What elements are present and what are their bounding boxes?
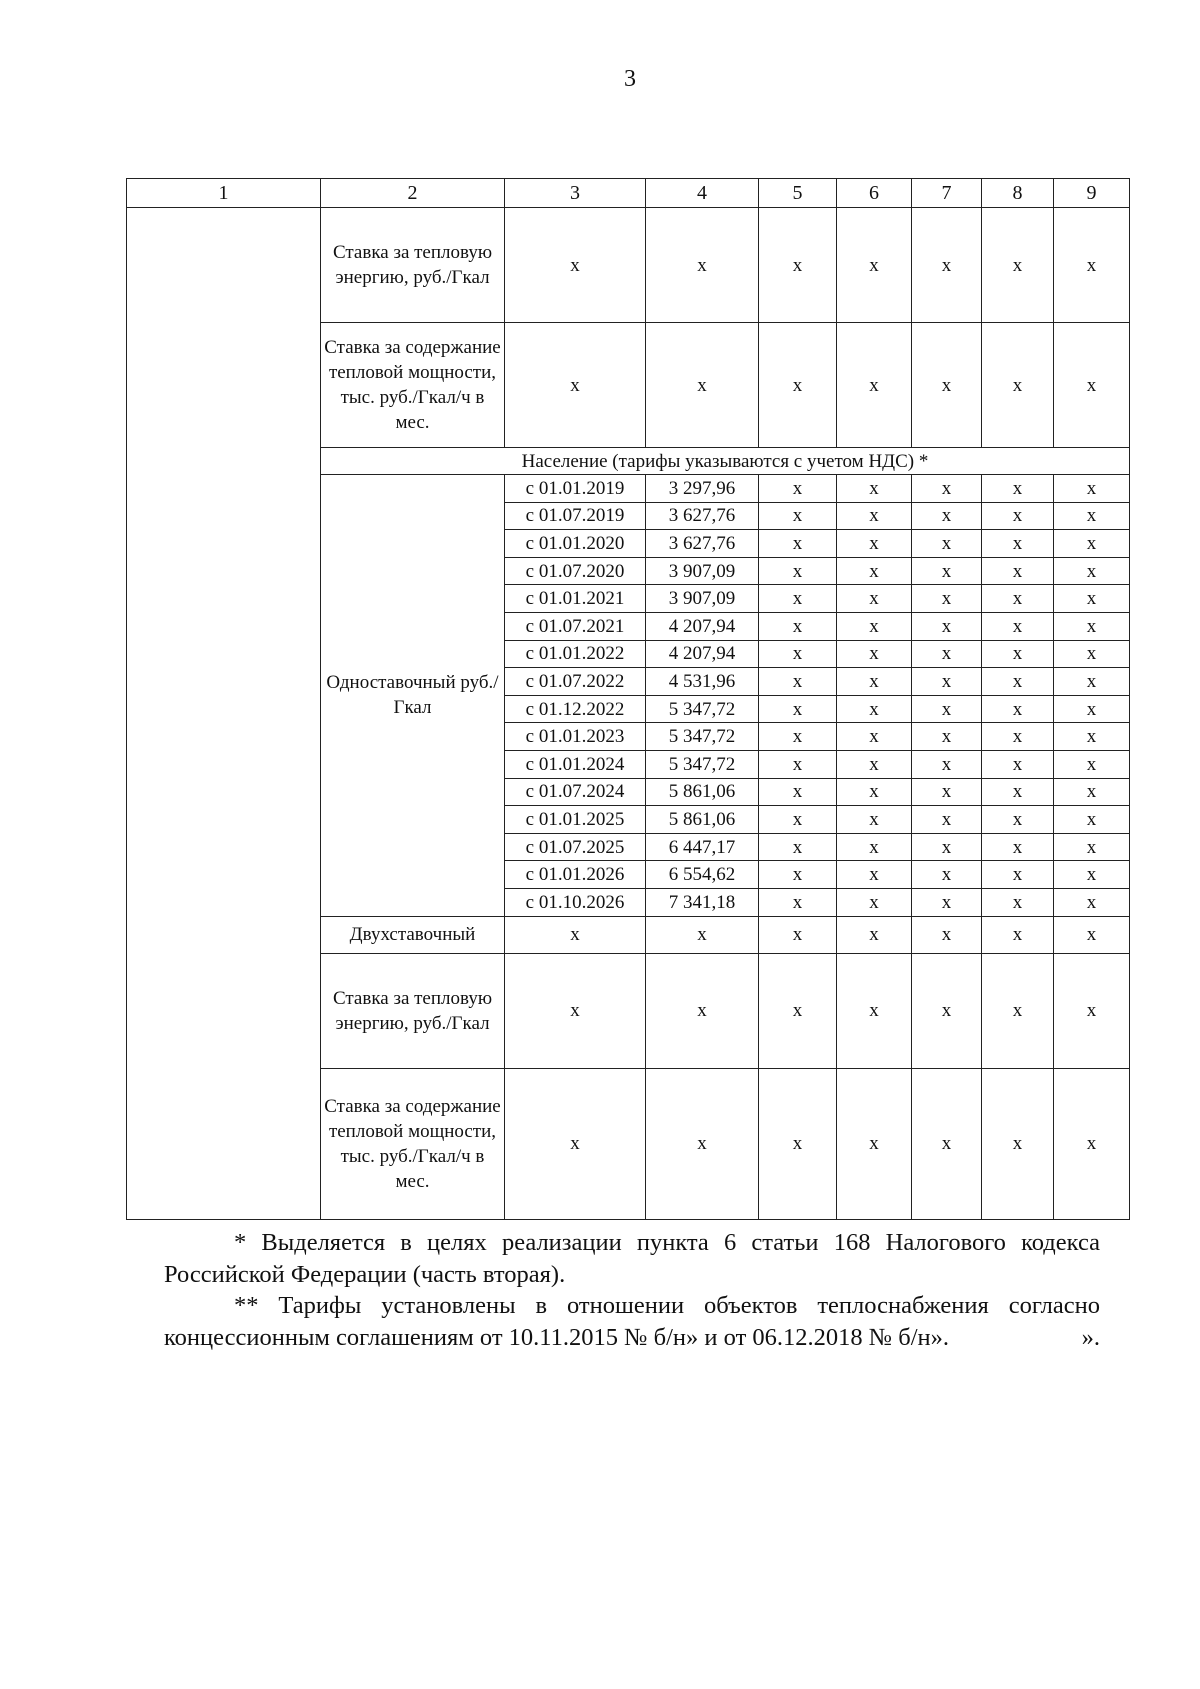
x-cell: x [1054, 806, 1130, 834]
header-cell-6: 6 [837, 179, 912, 208]
x-cell: x [982, 640, 1054, 668]
label-stavka-mosch-1: Ставка за содержание тепловой мощности, тыс. руб./Гкал/ч в мес. [321, 323, 505, 448]
x-cell: x [837, 475, 912, 503]
column-1-empty [127, 208, 321, 1220]
x-cell: x [912, 833, 982, 861]
x-cell: x [1054, 530, 1130, 558]
x-cell: x [837, 778, 912, 806]
x-cell: x [912, 612, 982, 640]
x-cell: x [505, 953, 646, 1068]
label-odnostavochny: Одноставочный руб./Гкал [321, 475, 505, 917]
x-cell: x [759, 1068, 837, 1219]
tariff-table-body [127, 179, 1130, 1220]
header-cell-3: 3 [505, 179, 646, 208]
x-cell: x [982, 723, 1054, 751]
x-cell: x [1054, 557, 1130, 585]
x-cell: x [912, 208, 982, 323]
x-cell: x [759, 557, 837, 585]
x-cell: x [759, 502, 837, 530]
x-cell: x [982, 953, 1054, 1068]
x-cell: x [1054, 833, 1130, 861]
x-cell: x [759, 861, 837, 889]
label-stavka-teplo-2: Ставка за тепловую энергию, руб./Гкал [321, 953, 505, 1068]
header-cell-9: 9 [1054, 179, 1130, 208]
x-cell: x [837, 502, 912, 530]
x-cell: x [1054, 208, 1130, 323]
x-cell: x [982, 778, 1054, 806]
footnote-2: ** Тарифы установлены в отношении объектов теплоснабжения согласно концессионным соглашениям от 10.11.2015 № б/н» и от 06.12.2018 № б/н». [164, 1292, 1100, 1351]
tariff-date: с 01.01.2021 [505, 585, 646, 613]
x-cell: x [759, 695, 837, 723]
tariff-date: с 01.07.2024 [505, 778, 646, 806]
x-cell: x [982, 861, 1054, 889]
tariff-value: 3 627,76 [646, 502, 759, 530]
x-cell: x [912, 778, 982, 806]
x-cell: x [1054, 668, 1130, 696]
x-cell: x [837, 208, 912, 323]
x-cell: x [982, 888, 1054, 916]
header-cell-5: 5 [759, 179, 837, 208]
x-cell: x [759, 953, 837, 1068]
tariff-value: 5 347,72 [646, 750, 759, 778]
x-cell: x [646, 323, 759, 448]
x-cell: x [912, 723, 982, 751]
x-cell: x [1054, 475, 1130, 503]
x-cell: x [1054, 585, 1130, 613]
tariff-date: с 01.07.2019 [505, 502, 646, 530]
x-cell: x [646, 953, 759, 1068]
x-cell: x [912, 530, 982, 558]
x-cell: x [759, 668, 837, 696]
header-cell-2: 2 [321, 179, 505, 208]
header-cell-4: 4 [646, 179, 759, 208]
tariff-date: с 01.01.2019 [505, 475, 646, 503]
x-cell: x [759, 806, 837, 834]
tariff-date: с 01.12.2022 [505, 695, 646, 723]
x-cell: x [1054, 502, 1130, 530]
x-cell: x [912, 750, 982, 778]
x-cell: x [982, 750, 1054, 778]
x-cell: x [912, 888, 982, 916]
x-cell: x [759, 640, 837, 668]
tariff-value: 6 554,62 [646, 861, 759, 889]
x-cell: x [505, 208, 646, 323]
tariff-date: с 01.10.2026 [505, 888, 646, 916]
footnote-1: * Выделяется в целях реализации пункта 6 статьи 168 Налогового кодекса Российской Федерации (часть вторая). [164, 1229, 1100, 1288]
x-cell: x [1054, 640, 1130, 668]
x-cell: x [837, 585, 912, 613]
label-stavka-mosch-2: Ставка за содержание тепловой мощности, тыс. руб./Гкал/ч в мес. [321, 1068, 505, 1219]
x-cell: x [837, 557, 912, 585]
x-cell: x [982, 833, 1054, 861]
x-cell: x [1054, 778, 1130, 806]
x-cell: x [1054, 723, 1130, 751]
x-cell: x [982, 502, 1054, 530]
x-cell: x [1054, 916, 1130, 953]
tariff-date: с 01.07.2022 [505, 668, 646, 696]
tariff-value: 4 207,94 [646, 612, 759, 640]
x-cell: x [912, 806, 982, 834]
tariff-value: 3 907,09 [646, 557, 759, 585]
x-cell: x [912, 861, 982, 889]
header-cell-7: 7 [912, 179, 982, 208]
tariff-value: 7 341,18 [646, 888, 759, 916]
x-cell: x [837, 861, 912, 889]
tariff-value: 4 207,94 [646, 640, 759, 668]
x-cell: x [837, 640, 912, 668]
tariff-date: с 01.01.2024 [505, 750, 646, 778]
x-cell: x [837, 750, 912, 778]
x-cell: x [759, 833, 837, 861]
tariff-date: с 01.01.2022 [505, 640, 646, 668]
x-cell: x [982, 668, 1054, 696]
x-cell: x [759, 750, 837, 778]
x-cell: x [982, 557, 1054, 585]
tariff-date: с 01.01.2020 [505, 530, 646, 558]
tariff-value: 3 297,96 [646, 475, 759, 503]
x-cell: x [912, 695, 982, 723]
x-cell: x [759, 723, 837, 751]
x-cell: x [505, 1068, 646, 1219]
x-cell: x [759, 612, 837, 640]
x-cell: x [759, 323, 837, 448]
x-cell: x [837, 530, 912, 558]
x-cell: x [837, 806, 912, 834]
header-cell-8: 8 [982, 179, 1054, 208]
x-cell: x [912, 668, 982, 696]
x-cell: x [912, 916, 982, 953]
header-row [127, 179, 1130, 208]
x-cell: x [982, 916, 1054, 953]
x-cell: x [505, 916, 646, 953]
x-cell: x [982, 612, 1054, 640]
x-cell: x [912, 640, 982, 668]
x-cell: x [837, 833, 912, 861]
label-stavka-teplo-1: Ставка за тепловую энергию, руб./Гкал [321, 208, 505, 323]
x-cell: x [1054, 612, 1130, 640]
row-stavka-teplo-1 [127, 208, 1130, 323]
x-cell: x [1054, 750, 1130, 778]
x-cell: x [646, 916, 759, 953]
tariff-value: 5 347,72 [646, 695, 759, 723]
x-cell: x [1054, 323, 1130, 448]
population-header: Население (тарифы указываются с учетом НДС) * [321, 448, 1130, 475]
x-cell: x [982, 475, 1054, 503]
x-cell: x [759, 530, 837, 558]
x-cell: x [646, 208, 759, 323]
tariff-date: с 01.01.2026 [505, 861, 646, 889]
x-cell: x [912, 475, 982, 503]
x-cell: x [912, 953, 982, 1068]
x-cell: x [1054, 888, 1130, 916]
x-cell: x [1054, 695, 1130, 723]
x-cell: x [837, 723, 912, 751]
tariff-value: 3 907,09 [646, 585, 759, 613]
x-cell: x [982, 585, 1054, 613]
footnote-2-wrap [164, 1290, 1100, 1353]
tariff-date: с 01.07.2025 [505, 833, 646, 861]
x-cell: x [912, 323, 982, 448]
tariff-value: 4 531,96 [646, 668, 759, 696]
tariff-date: с 01.07.2020 [505, 557, 646, 585]
tariff-value: 5 861,06 [646, 806, 759, 834]
x-cell: x [759, 208, 837, 323]
x-cell: x [982, 323, 1054, 448]
x-cell: x [982, 530, 1054, 558]
tariff-date: с 01.01.2023 [505, 723, 646, 751]
x-cell: x [837, 953, 912, 1068]
tariff-date: с 01.01.2025 [505, 806, 646, 834]
x-cell: x [982, 208, 1054, 323]
footnotes [164, 1227, 1100, 1353]
x-cell: x [1054, 1068, 1130, 1219]
tariff-value: 6 447,17 [646, 833, 759, 861]
x-cell: x [982, 806, 1054, 834]
x-cell: x [837, 1068, 912, 1219]
x-cell: x [837, 323, 912, 448]
x-cell: x [912, 502, 982, 530]
x-cell: x [646, 1068, 759, 1219]
x-cell: x [759, 585, 837, 613]
x-cell: x [912, 557, 982, 585]
x-cell: x [837, 695, 912, 723]
x-cell: x [837, 888, 912, 916]
label-dvukhstavochny: Двухставочный [321, 916, 505, 953]
x-cell: x [837, 612, 912, 640]
x-cell: x [759, 778, 837, 806]
x-cell: x [982, 1068, 1054, 1219]
x-cell: x [759, 888, 837, 916]
x-cell: x [912, 1068, 982, 1219]
x-cell: x [912, 585, 982, 613]
tariff-value: 3 627,76 [646, 530, 759, 558]
x-cell: x [759, 916, 837, 953]
x-cell: x [982, 695, 1054, 723]
closing-quote: ». [1081, 1323, 1100, 1351]
tariff-value: 5 861,06 [646, 778, 759, 806]
tariff-date: с 01.07.2021 [505, 612, 646, 640]
x-cell: x [1054, 953, 1130, 1068]
header-cell-1: 1 [127, 179, 321, 208]
x-cell: x [837, 916, 912, 953]
page-number: 3 [624, 66, 636, 92]
tariff-value: 5 347,72 [646, 723, 759, 751]
tariff-table [126, 178, 1130, 1220]
x-cell: x [505, 323, 646, 448]
x-cell: x [759, 475, 837, 503]
x-cell: x [837, 668, 912, 696]
x-cell: x [1054, 861, 1130, 889]
